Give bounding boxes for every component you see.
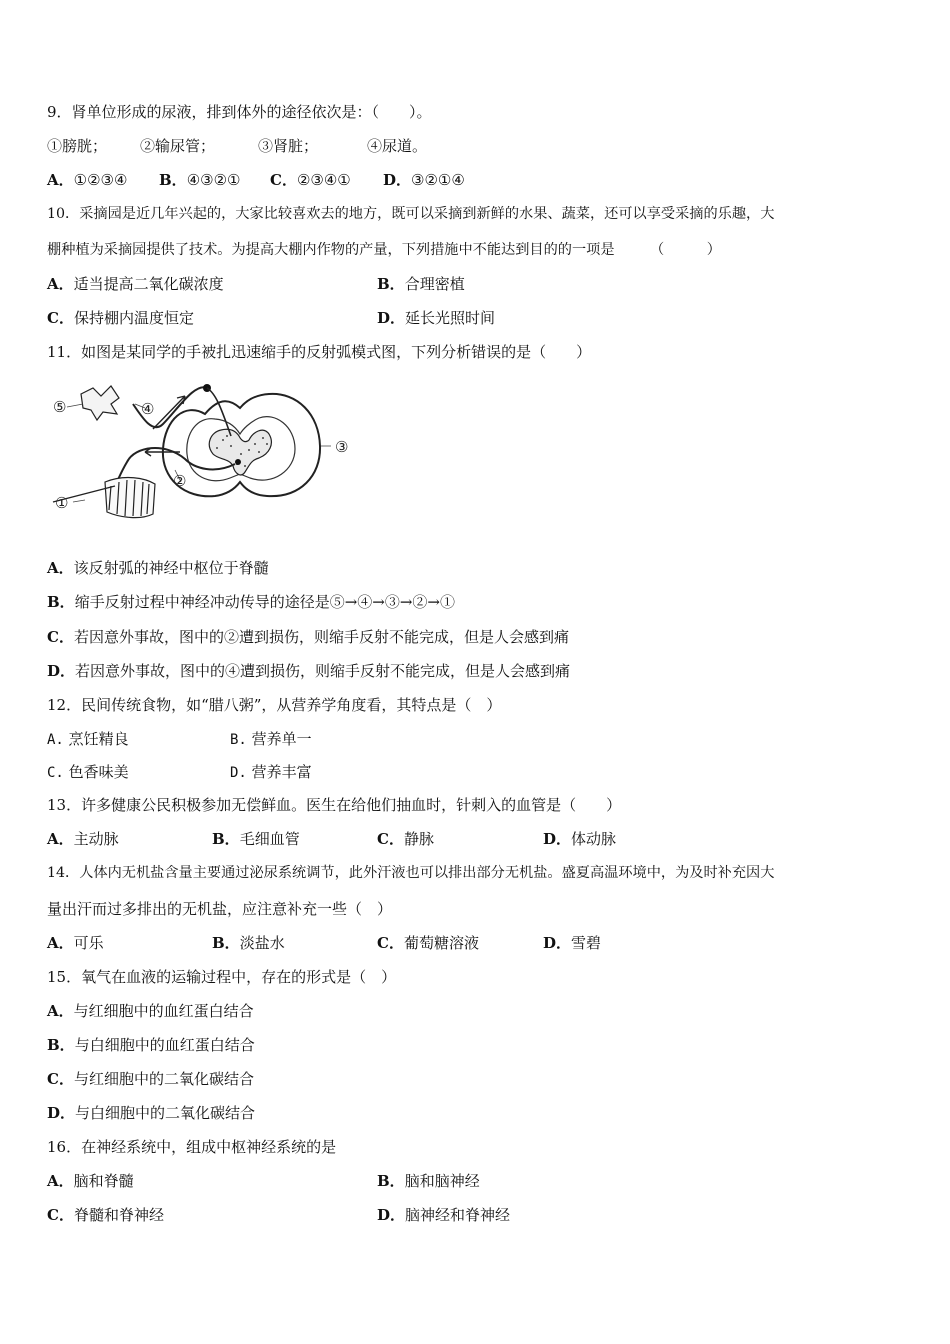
q16-stem: 16．在神经系统中，组成中枢神经系统的是 <box>47 1138 337 1156</box>
q10-stem-line1: 10．采摘园是近几年兴起的，大家比较喜欢去的地方，既可以采摘到新鲜的水果、蔬菜，还可以享受采摘的乐趣，大 <box>47 206 775 222</box>
q9-option-c <box>270 170 351 190</box>
option-letter: D. <box>230 765 247 781</box>
option-letter: B． <box>212 934 240 952</box>
q9-item-3: ③肾脏； <box>258 137 319 155</box>
option-letter: D． <box>383 171 412 189</box>
option-text: 淡盐水 <box>239 934 285 952</box>
option-letter: D． <box>47 1104 76 1122</box>
q13-option-b <box>212 829 300 849</box>
option-text: 营养丰富 <box>251 763 312 781</box>
option-letter: B． <box>47 1036 75 1054</box>
q12-option-d <box>230 762 312 783</box>
q11-stem: 11．如图是某同学的手被扎迅速缩手的反射弧模式图，下列分析错误的是（ ） <box>47 343 592 361</box>
q9-item-4: ④尿道。 <box>367 137 428 155</box>
q12-option-a <box>47 729 129 750</box>
option-text: 该反射弧的神经中枢位于脊髓 <box>73 559 269 577</box>
q15-stem: 15．氧气在血液的运输过程中，存在的形式是（ ） <box>47 968 397 986</box>
q14-option-b <box>212 933 285 953</box>
option-text: ④③②① <box>186 171 241 189</box>
option-letter: B. <box>230 732 247 748</box>
option-text: 可乐 <box>73 934 104 952</box>
q13-option-d <box>543 829 616 849</box>
q9-stem: 9．肾单位形成的尿液，排到体外的途径依次是：（ ）。 <box>47 103 432 121</box>
q10-option-d <box>377 308 495 328</box>
option-text: 缩手反射过程中神经冲动传导的途径是⑤→④→③→②→① <box>74 593 455 611</box>
option-letter: B． <box>377 1172 405 1190</box>
q16-option-c <box>47 1205 164 1225</box>
option-letter: A． <box>47 1172 74 1190</box>
option-letter: A． <box>47 559 74 577</box>
option-letter: D． <box>377 309 406 327</box>
grey-matter <box>209 429 271 475</box>
q9-item-1: ①膀胱； <box>47 137 108 155</box>
receptor-skin <box>81 386 119 420</box>
q11-option-c <box>47 627 569 647</box>
label-five: ⑤ <box>53 398 67 416</box>
q12-option-c <box>47 762 129 783</box>
q11-option-d <box>47 661 570 681</box>
option-text: 若因意外事故，图中的④遭到损伤，则缩手反射不能完成，但是人会感到痛 <box>75 662 571 680</box>
option-text: 脑和脑神经 <box>404 1172 480 1190</box>
option-letter: C． <box>270 171 297 189</box>
q10-option-b <box>377 274 465 294</box>
option-letter: A. <box>47 732 64 748</box>
option-text: 毛细血管 <box>239 830 300 848</box>
option-letter: C． <box>47 628 74 646</box>
option-letter: B． <box>47 593 75 611</box>
label-three: ③ <box>335 438 349 456</box>
option-text: 烹饪精良 <box>68 730 129 748</box>
q14-option-d <box>543 933 601 953</box>
q9-item-2: ②输尿管； <box>140 137 216 155</box>
option-text: 主动脉 <box>73 830 119 848</box>
q16-option-b <box>377 1171 480 1191</box>
option-letter: A． <box>47 1002 74 1020</box>
option-text: 体动脉 <box>571 830 617 848</box>
q14-option-a <box>47 933 104 953</box>
option-letter: D． <box>543 830 572 848</box>
q10-option-a <box>47 274 224 294</box>
option-text: ③②①④ <box>411 171 465 189</box>
option-text: 雪碧 <box>571 934 602 952</box>
q15-option-a <box>47 1001 254 1021</box>
option-text: 与红细胞中的血红蛋白结合 <box>73 1002 254 1020</box>
q9-option-a <box>47 170 127 190</box>
option-text: 适当提高二氧化碳浓度 <box>73 275 224 293</box>
option-text: 若因意外事故，图中的②遭到损伤，则缩手反射不能完成，但是人会感到痛 <box>73 628 569 646</box>
q14-stem-line1: 14．人体内无机盐含量主要通过泌尿系统调节，此外汗液也可以排出部分无机盐。盛夏高温环境中，为及时补充因大 <box>47 865 775 881</box>
option-text: 色香味美 <box>68 763 129 781</box>
label-one: ① <box>55 494 69 512</box>
option-text: ②③④① <box>296 171 351 189</box>
reflex-arc-diagram <box>45 374 365 534</box>
option-text: 与白细胞中的二氧化碳结合 <box>75 1104 256 1122</box>
option-text: 营养单一 <box>251 730 312 748</box>
option-letter: A． <box>47 830 74 848</box>
q14-stem-line2: 量出汗而过多排出的无机盐，应注意补充一些（ ） <box>47 900 393 918</box>
option-letter: D． <box>47 662 76 680</box>
q13-option-c <box>377 829 434 849</box>
q11-option-a <box>47 558 269 578</box>
label-two: ② <box>173 472 187 490</box>
q16-option-a <box>47 1171 134 1191</box>
q15-option-d <box>47 1103 255 1123</box>
option-text: 与白细胞中的血红蛋白结合 <box>74 1036 255 1054</box>
q12-stem: 12．民间传统食物，如“腊八粥”，从营养学角度看，其特点是（ ） <box>47 696 502 714</box>
option-letter: B． <box>212 830 240 848</box>
option-letter: C. <box>47 765 64 781</box>
q10-option-c <box>47 308 194 328</box>
motor-neuron-body <box>235 459 241 465</box>
option-letter: A． <box>47 275 74 293</box>
option-text: 保持棚内温度恒定 <box>73 309 194 327</box>
q16-option-d <box>377 1205 510 1225</box>
option-letter: A． <box>47 171 74 189</box>
option-letter: D． <box>377 1206 406 1224</box>
q13-option-a <box>47 829 119 849</box>
option-letter: C． <box>377 830 404 848</box>
option-text: 延长光照时间 <box>405 309 496 327</box>
q14-option-c <box>377 933 479 953</box>
option-letter: D． <box>543 934 572 952</box>
option-letter: C． <box>377 934 404 952</box>
option-letter: B． <box>377 275 405 293</box>
option-text: 合理密植 <box>404 275 465 293</box>
option-text: 脑和脊髓 <box>73 1172 134 1190</box>
option-letter: A． <box>47 934 74 952</box>
q11-option-b <box>47 592 455 612</box>
q9-option-b <box>159 170 240 190</box>
option-text: 脑神经和脊神经 <box>405 1206 511 1224</box>
q15-option-c <box>47 1069 254 1089</box>
q13-stem: 13．许多健康公民积极参加无偿鲜血。医生在给他们抽血时，针刺入的血管是（ ） <box>47 796 622 814</box>
q10-stem-line2: 棚种植为采摘园提供了技术。为提高大棚内作物的产量，下列措施中不能达到目的的一项是 （ ） <box>47 242 721 258</box>
q9-option-d <box>383 170 465 190</box>
option-letter: B． <box>159 171 187 189</box>
option-letter: C． <box>47 1206 74 1224</box>
option-text: 脊髓和脊神经 <box>73 1206 164 1224</box>
option-text: ①②③④ <box>73 171 128 189</box>
effector-muscle <box>105 478 155 518</box>
option-text: 葡萄糖溶液 <box>403 934 479 952</box>
label-four: ④ <box>141 400 155 418</box>
q15-option-b <box>47 1035 255 1055</box>
option-letter: C． <box>47 1070 74 1088</box>
option-text: 与红细胞中的二氧化碳结合 <box>73 1070 254 1088</box>
option-text: 静脉 <box>403 830 434 848</box>
q12-option-b <box>230 729 312 750</box>
option-letter: C． <box>47 309 74 327</box>
